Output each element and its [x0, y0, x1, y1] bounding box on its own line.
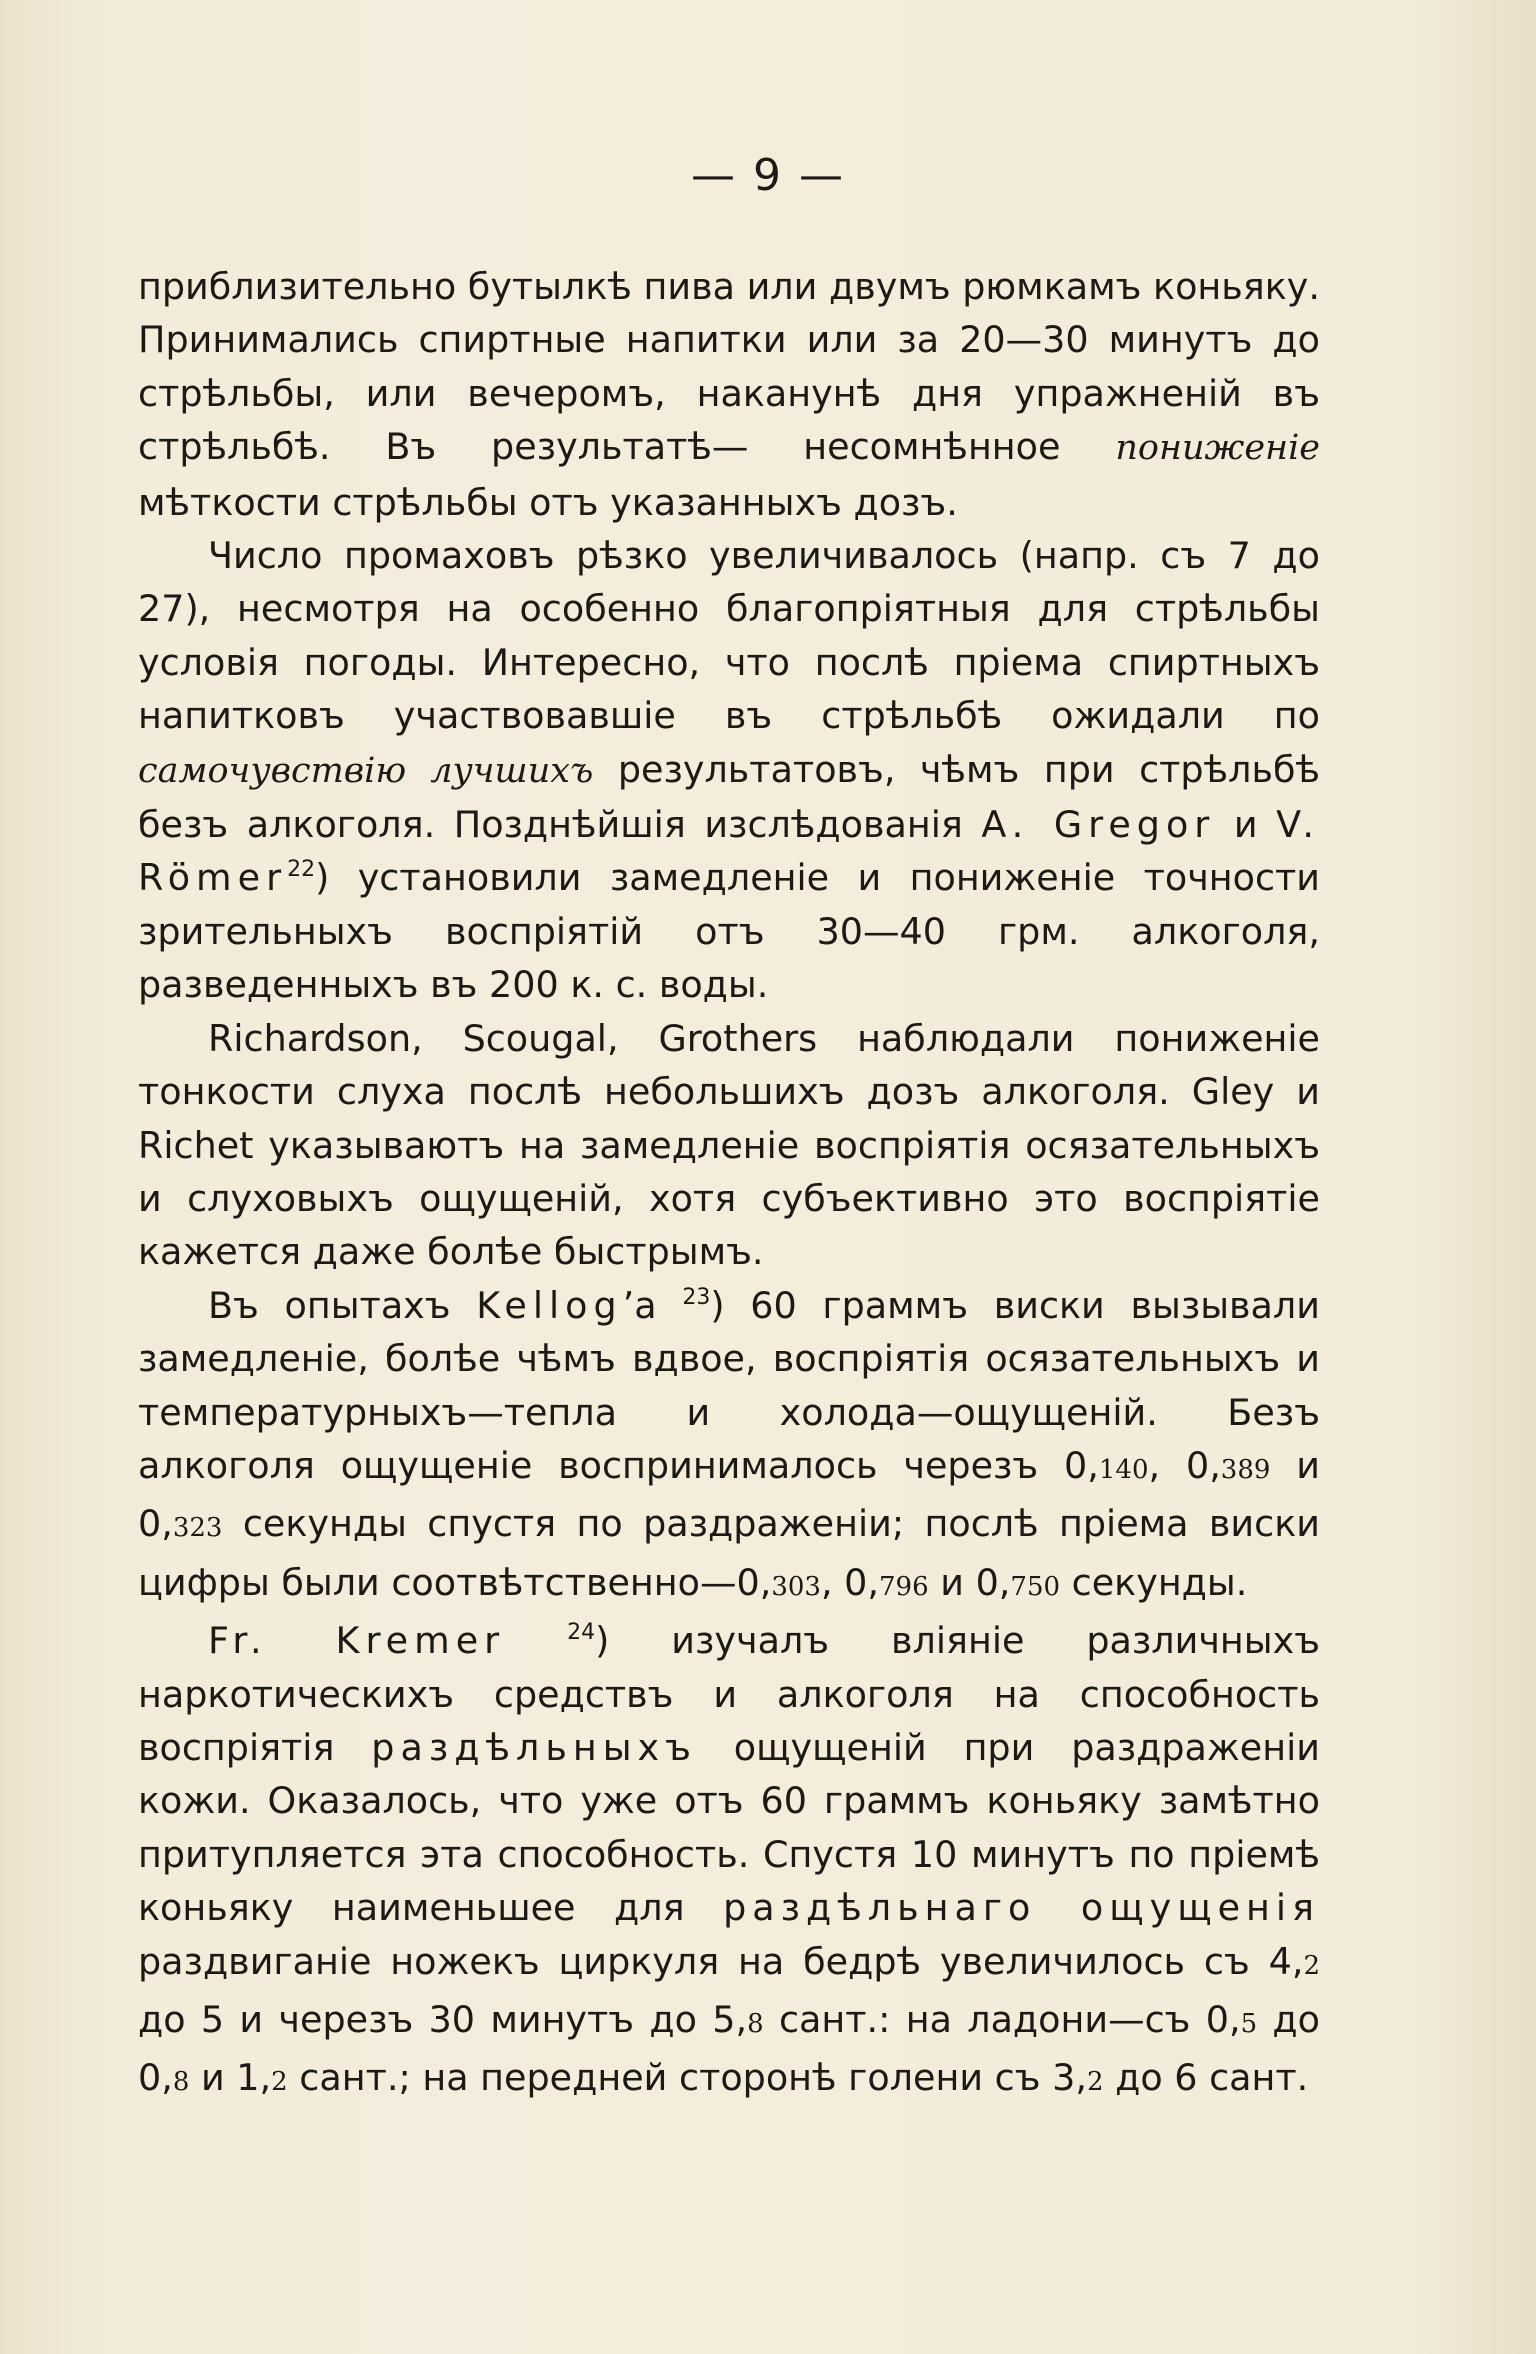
text-run: сант.: на ладони—съ 0, — [763, 1998, 1241, 2041]
spaced-emphasis: раздѣльнаго ощущенія — [723, 1886, 1320, 1930]
text-run: ) изучалъ вліяніе различныхъ наркотическихъ средствъ и алкоголя на способность воспріятія — [138, 1619, 1320, 1769]
text-run: ) 60 граммъ виски вызывали замедленіе, болѣе чѣмъ вдвое, воспріятія осязательныхъ и температурныхъ—тепла и холода—ощущеній. Безъ алкоголя ощущеніе воспринималось черезъ 0, — [138, 1283, 1320, 1487]
text-run: , 0, — [820, 1560, 879, 1604]
decimal-digits: 140 — [1098, 1454, 1149, 1485]
text-run: , 0, — [1148, 1443, 1221, 1487]
text-run: ’а — [622, 1283, 683, 1327]
text-run: раздвиганіе ножекъ циркуля на бедрѣ увеличилось съ 4, — [138, 1939, 1304, 1983]
spaced-author-name: A. Gregor — [981, 803, 1216, 847]
decimal-digits: 2 — [271, 2067, 288, 2098]
decimal-digits: 389 — [1220, 1454, 1271, 1485]
text-run: сант.; на передней сторонѣ голени съ 3, — [287, 2056, 1087, 2100]
text-run: до 5 и черезъ 30 минутъ до 5, — [138, 1998, 748, 2041]
spaced-author-name: V. Römer — [138, 803, 1320, 900]
text-run: и — [1215, 803, 1277, 847]
paragraph-1 — [138, 260, 1320, 529]
paragraph-3 — [138, 1012, 1320, 1279]
text-run: ) установили замедленіе и пониженіе точности зрительныхъ воспріятій отъ 30—40 грм. алкоголя, разведенныхъ въ 200 к. с. воды. — [138, 856, 1320, 1007]
decimal-digits: 8 — [172, 2067, 190, 2098]
page-number: — 9 — — [691, 150, 845, 201]
decimal-digits: 5 — [1240, 2009, 1258, 2039]
text-run: Richardson, Scougal, Grothers наблюдали пониженіе тонкости слуха послѣ небольшихъ дозъ алкоголя. Gley и Richet указываютъ на замедленіе воспріятія осязательныхъ и слуховыхъ ощущеній, хотя субъективно это воспріятіе кажется даже болѣе быстрымъ. — [138, 1016, 1320, 1274]
italic-emphasis: самочувствію лучшихъ — [138, 750, 594, 791]
text-run: до 6 сант. — [1103, 2056, 1309, 2100]
footnote-ref: 23 — [682, 1284, 711, 1310]
text-run: секунды. — [1060, 1560, 1248, 1604]
decimal-digits: 323 — [172, 1513, 223, 1544]
decimal-digits: 750 — [1010, 1571, 1061, 1602]
footnote-ref: 22 — [287, 857, 316, 883]
text-run: и 0, — [928, 1560, 1011, 1604]
spaced-emphasis: раздѣльныхъ — [371, 1725, 697, 1769]
footnote-ref: 24 — [567, 1620, 596, 1646]
italic-emphasis: пониженіе — [1115, 428, 1320, 469]
text-run: мѣткости стрѣльбы отъ указанныхъ дозъ. — [138, 480, 958, 524]
decimal-digits: 2 — [1086, 2067, 1104, 2098]
decimal-digits: 8 — [747, 2009, 764, 2039]
text-run — [505, 1619, 567, 1662]
paragraph-5 — [138, 1614, 1320, 2110]
text-run: результатовъ, чѣмъ при стрѣльбѣ безъ алкоголя. Позднѣйшія изслѣдованія — [138, 747, 1320, 847]
spaced-author-name: Fr. Kremer — [208, 1619, 506, 1663]
decimal-digits: 2 — [1303, 1950, 1320, 1981]
paragraph-4 — [138, 1279, 1320, 1614]
decimal-digits: 796 — [879, 1571, 929, 1602]
spaced-author-name: Kellog — [476, 1283, 623, 1327]
paragraph-2 — [138, 529, 1320, 1012]
decimal-digits: 303 — [771, 1571, 821, 1602]
body-text — [138, 260, 1320, 2110]
text-run: секунды спустя по раздраженіи; послѣ пріема виски цифры были соотвѣтственно—0, — [138, 1502, 1320, 1604]
text-run: Число промаховъ рѣзко увеличивалось (напр. съ 7 до 27), несмотря на особенно благопріятныя для стрѣльбы условія погоды. Интересно, что послѣ пріема спиртныхъ напитковъ участвовавшіе въ стрѣльбѣ ожидали по — [138, 534, 1320, 738]
text-run: ощущеній при раздраженіи кожи. Оказалось, что уже отъ 60 граммъ коньяку замѣтно притупляется эта способность. Спустя 10 минутъ по пріемѣ коньяку наименьшее для — [138, 1725, 1320, 1930]
text-run: приблизительно бутылкѣ пива или двумъ рюмкамъ коньяку. Принимались спиртные напитки или за 20—30 минутъ до стрѣльбы, или вечеромъ, наканунѣ дня упражненій въ стрѣльбѣ. Въ результатѣ— несомнѣнное — [138, 265, 1320, 469]
text-run: и 0, — [138, 1443, 1320, 1546]
text-run: и 1, — [189, 2056, 272, 2100]
text-run: Въ опытахъ — [208, 1283, 477, 1327]
text-run: до 0, — [138, 1998, 1320, 2100]
